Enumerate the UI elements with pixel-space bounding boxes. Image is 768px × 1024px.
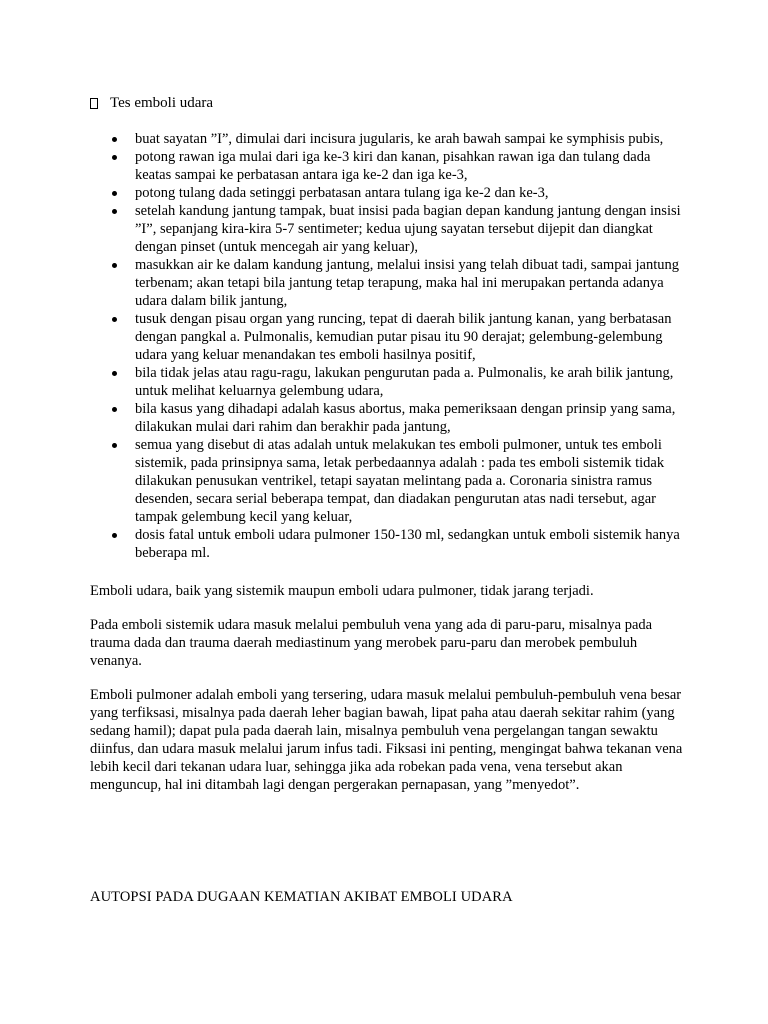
document-page (90, 92, 690, 906)
list-item-text: bila kasus yang dihadapi adalah kasus abortus, maka pemeriksaan dengan prinsip yang sama, dilakukan mulai dari rahim dan berakhir pada jantung, (135, 401, 676, 435)
list-item (90, 184, 690, 202)
list-item-text: bila tidak jelas atau ragu-ragu, lakukan pengurutan pada a. Pulmonalis, ke arah bilik jantung, untuk melihat keluarnya gelembung udara, (135, 365, 674, 399)
bullet-dot-icon (112, 263, 117, 268)
list-item (90, 130, 690, 148)
bullet-dot-icon (112, 533, 117, 538)
paragraph-emboli-sistemik: Pada emboli sistemik udara masuk melalui pembuluh vena yang ada di paru-paru, misalnya pada trauma dada dan trauma daerah mediastinum yang merobek paru-paru dan merobek pembuluh venanya. (90, 617, 653, 669)
list-item-text: dosis fatal untuk emboli udara pulmoner 150-130 ml, sedangkan untuk emboli sistemik hanya beberapa ml. (135, 527, 680, 561)
paragraph-emboli-udara: Emboli udara, baik yang sistemik maupun emboli udara pulmoner, tidak jarang terjadi. (90, 583, 594, 599)
list-item (90, 364, 690, 400)
bullet-dot-icon (112, 443, 117, 448)
list-item-text: masukkan air ke dalam kandung jantung, melalui insisi yang telah dibuat tadi, sampai jantung terbenam; akan tetapi bila jantung tetap terapung, maka hal ini merupakan pertanda adanya udara dalam bilik jantung, (135, 257, 680, 309)
list-item (90, 436, 690, 526)
list-item (90, 526, 690, 562)
bullet-dot-icon (112, 407, 117, 412)
bullet-dot-icon (112, 191, 117, 196)
list-item-text: semua yang disebut di atas adalah untuk melakukan tes emboli pulmoner, untuk tes emboli sistemik, pada prinsipnya sama, letak perbedaannya adalah : pada tes emboli sistemik tidak dilakukan penusukan ventrikel, tetapi sayatan melintang pada a. Coronaria sinistra ramus desenden, secara serial beberapa tempat, dan diadakan pengurutan atas nadi tersebut, agar tampak gelembung kecil yang keluar, (135, 437, 665, 525)
paragraph-emboli-pulmoner: Emboli pulmoner adalah emboli yang tersering, udara masuk melalui pembuluh-pembuluh vena besar yang terfiksasi, misalnya pada daerah leher bagian bawah, lipat paha atau daerah sekitar rahim (yang sedang hamil); dapat pula pada daerah lain, misalnya pembuluh vena pergelangan tangan sewaktu diinfus, dan udara masuk melalui jarum infus tadi. Fiksasi ini penting, mengingat bahwa tekanan vena lebih kecil dari tekanan udara luar, sehingga jika ada robekan pada vena, vena tersebut akan menguncup, hal ini ditambah lagi dengan pergerakan pernapasan, yang ”menyedot”. (90, 687, 683, 793)
section-title: AUTOPSI PADA DUGAAN KEMATIAN AKIBAT EMBOLI UDARA (90, 889, 513, 905)
heading-text: Tes emboli udara (110, 94, 214, 111)
list-item-text: potong rawan iga mulai dari iga ke-3 kiri dan kanan, pisahkan rawan iga dan tulang dada keatas sampai ke perbatasan antara iga ke-2 dan iga ke-3, (135, 149, 651, 183)
list-item (90, 310, 690, 364)
bullet-list (90, 130, 690, 562)
bullet-dot-icon (112, 209, 117, 214)
heading-line (90, 92, 690, 114)
bullet-dot-icon (112, 317, 117, 322)
list-item-text: buat sayatan ”I”, dimulai dari incisura jugularis, ke arah bawah sampai ke symphisis pubis, (135, 131, 664, 147)
list-item (90, 400, 690, 436)
missing-glyph-icon (90, 98, 98, 109)
bullet-dot-icon (112, 155, 117, 160)
bullet-dot-icon (112, 137, 117, 142)
list-item-text: setelah kandung jantung tampak, buat insisi pada bagian depan kandung jantung dengan insisi ”I”, sepanjang kira-kira 5-7 sentimeter; kedua ujung sayatan tersebut dijepit dan diangkat dengan pinset (untuk mencegah air yang keluar), (135, 203, 681, 255)
list-item (90, 202, 690, 256)
list-item (90, 148, 690, 184)
list-item-text: tusuk dengan pisau organ yang runcing, tepat di daerah bilik jantung kanan, yang berbatasan dengan pangkal a. Pulmonalis, kemudian putar pisau itu 90 derajat; gelembung-gelembung udara yang keluar menandakan tes emboli hasilnya positif, (135, 311, 672, 363)
list-item-text: potong tulang dada setinggi perbatasan antara tulang iga ke-2 dan ke-3, (135, 185, 549, 201)
list-item (90, 256, 690, 310)
bullet-dot-icon (112, 371, 117, 376)
